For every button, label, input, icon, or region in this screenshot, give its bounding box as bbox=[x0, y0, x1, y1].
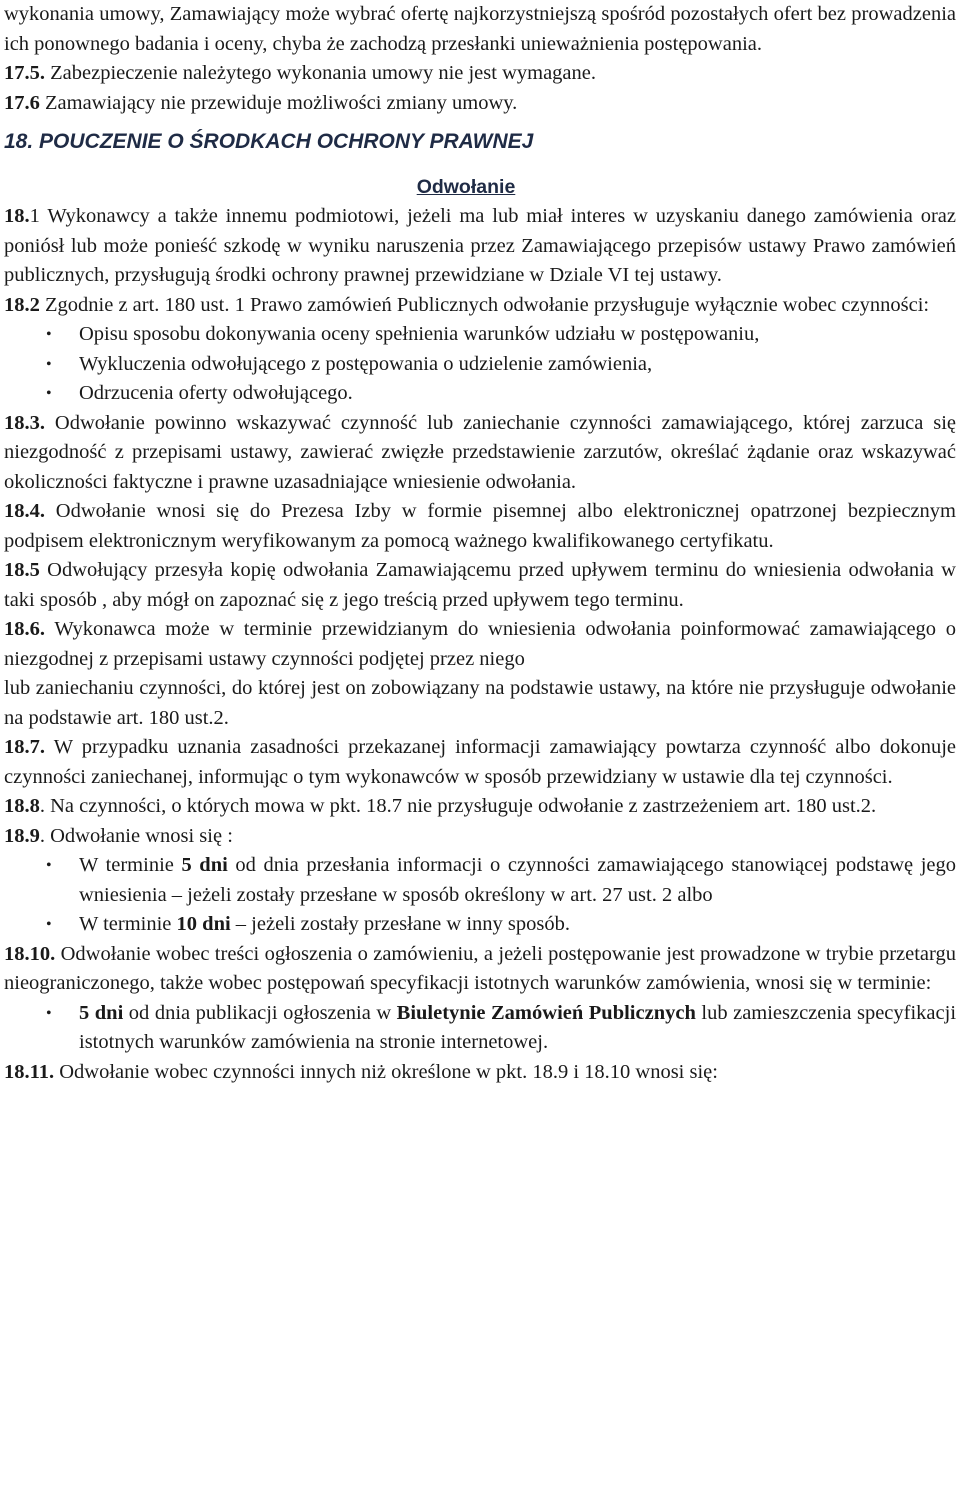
paragraph-text: Odwołanie powinno wskazywać czynność lub zaniechanie czynności zamawiającego, której zarzuca się niezgodność z przepisami ustawy, zawierać zwięzłe przedstawienie zarzutów, określać żądanie oraz wskazywać okoliczności faktyczne i prawne uzasadniające wniesienie odwołania. bbox=[4, 411, 956, 493]
list-item-text: – jeżeli zostały przesłane w inny sposób. bbox=[230, 913, 570, 935]
section-number: 18.2 bbox=[4, 293, 40, 316]
section-number: 18. bbox=[4, 205, 30, 227]
bullet-icon: • bbox=[46, 857, 52, 874]
list-item bbox=[46, 999, 957, 1058]
list-item-text: od dnia przesłania informacji o czynności zamawiającego stanowiącej podstawę jego wniesienia – jeżeli zostały przesłane w sposób określony w art. 27 ust. 2 albo bbox=[79, 854, 956, 906]
deadline-highlight: 5 dni bbox=[79, 1001, 124, 1024]
paragraph-18-5 bbox=[4, 556, 956, 615]
list-18-10 bbox=[4, 999, 956, 1058]
section-number: 18.11. bbox=[4, 1060, 55, 1083]
bullet-icon: • bbox=[46, 1004, 52, 1022]
bullet-icon: • bbox=[46, 385, 52, 402]
list-item bbox=[46, 851, 956, 910]
list-item-text: od dnia publikacji ogłoszenia w bbox=[123, 1001, 397, 1024]
paragraph-18-9 bbox=[4, 822, 956, 852]
paragraph-18-7 bbox=[4, 733, 956, 792]
paragraph-text: Wykonawca może w terminie przewidzianym do wniesienia odwołania poinformować zamawiającego o niezgodnej z przepisami ustawy czynności podjętej przez niego bbox=[4, 618, 956, 670]
paragraph-text: . Odwołanie wnosi się : bbox=[39, 824, 233, 847]
section-number: 18.5 bbox=[4, 559, 40, 581]
paragraph-18-6 bbox=[4, 615, 956, 674]
paragraph-text: Odwołanie wobec treści ogłoszenia o zamówieniu, a jeżeli postępowanie jest prowadzone w trybie przetargu nieograniczonego, także wobec postępowań specyfikacji istotnych warunków zamówienia, wnosi się w terminie: bbox=[4, 942, 956, 994]
section-heading: 18. POUCZENIE O ŚRODKACH OCHRONY PRAWNEJ bbox=[4, 130, 534, 153]
paragraph-18-4 bbox=[4, 497, 956, 556]
paragraph-text: lub zaniechaniu czynności, do której jest on zobowiązany na podstawie ustawy, na które nie przysługuje odwołanie na podstawie art. 180 ust.2. bbox=[4, 677, 956, 729]
list-item bbox=[46, 350, 956, 380]
publication-name: Biuletynie Zamówień Publicznych bbox=[396, 1001, 696, 1024]
list-item-text: Opisu sposobu dokonywania oceny spełnienia warunków udziału w postępowaniu, bbox=[79, 323, 760, 345]
list-item bbox=[46, 320, 956, 350]
paragraph-text: Odwołujący przesyła kopię odwołania Zamawiającemu przed upływem terminu do wniesienia odwołania w taki sposób , aby mógł on zapoznać się z jego treścią przed upływem tego terminu. bbox=[4, 559, 956, 611]
paragraph-text: Odwołanie wobec czynności innych niż określone w pkt. 18.9 i 18.10 wnosi się: bbox=[54, 1060, 718, 1083]
paragraph-17-4-continued bbox=[4, 0, 956, 59]
section-number: 18.6. bbox=[4, 618, 45, 640]
paragraph-text: 1 Wykonawcy a także innemu podmiotowi, jeżeli ma lub miał interes w uzyskaniu danego zamówienia oraz poniósł lub może ponieść szkodę w wyniku naruszenia przez Zamawiającego przepisów ustawy Prawo zamówień publicznych, przysługują środki ochrony prawnej przewidziane w Dziale VI tej ustawy. bbox=[4, 205, 956, 286]
paragraph-text: wykonania umowy, Zamawiający może wybrać ofertę najkorzystniejszą spośród pozostałych ofert bez prowadzenia ich ponownego badania i oceny, chyba że zachodzą przesłanki unieważnienia postępowania. bbox=[4, 3, 956, 55]
list-18-2 bbox=[4, 320, 956, 409]
list-item bbox=[46, 910, 956, 940]
section-number: 18.4. bbox=[4, 500, 45, 522]
paragraph-18-3 bbox=[4, 409, 956, 498]
section-number: 18.9 bbox=[4, 824, 40, 847]
section-number: 18.3. bbox=[4, 411, 45, 434]
paragraph-text: W przypadku uznania zasadności przekazanej informacji zamawiający powtarza czynność albo dokonuje czynności zaniechanej, informując o tym wykonawców w sposób przewidziany w ustawie dla tej czynności. bbox=[4, 736, 956, 788]
paragraph-17-5 bbox=[4, 59, 956, 89]
paragraph-17-6 bbox=[4, 89, 956, 119]
section-number: 18.8 bbox=[4, 795, 40, 817]
section-number: 18.7. bbox=[4, 736, 45, 758]
paragraph-18-1 bbox=[4, 202, 956, 291]
subsection-heading: Odwołanie bbox=[416, 175, 516, 198]
paragraph-18-8 bbox=[4, 792, 956, 822]
section-number: 17.6 bbox=[4, 91, 40, 114]
list-item-text: W terminie bbox=[79, 854, 182, 876]
list-item bbox=[46, 379, 956, 409]
paragraph-text: Zamawiający nie przewiduje możliwości zmiany umowy. bbox=[39, 91, 518, 114]
paragraph-text: Odwołanie wnosi się do Prezesa Izby w formie pisemnej albo elektronicznej opatrzonej bezpiecznym podpisem elektronicznym weryfikowanym za pomocą ważnego kwalifikowanego certyfikatu. bbox=[4, 500, 956, 552]
bullet-icon: • bbox=[46, 355, 52, 373]
list-item-text: W terminie bbox=[79, 913, 177, 935]
paragraph-text: Zabezpieczenie należytego wykonania umowy nie jest wymagane. bbox=[45, 62, 596, 84]
paragraph-text: Zgodnie z art. 180 ust. 1 Prawo zamówień Publicznych odwołanie przysługuje wyłącznie wobec czynności: bbox=[39, 293, 930, 316]
list-item-text: Wykluczenia odwołującego z postępowania o udzielenie zamówienia, bbox=[79, 352, 653, 375]
bullet-icon: • bbox=[46, 326, 52, 343]
list-item-text: lub zamieszczenia specyfikacji istotnych warunków zamówienia na stronie internetowej. bbox=[79, 1001, 957, 1053]
paragraph-18-10 bbox=[4, 940, 956, 999]
bullet-icon: • bbox=[46, 916, 52, 933]
paragraph-18-11 bbox=[4, 1058, 956, 1088]
paragraph-text: . Na czynności, o których mowa w pkt. 18.7 nie przysługuje odwołanie z zastrzeżeniem art. 180 ust.2. bbox=[39, 795, 877, 817]
list-18-9 bbox=[4, 851, 956, 940]
list-item-text: Odrzucenia oferty odwołującego. bbox=[79, 382, 353, 404]
paragraph-18-2 bbox=[4, 291, 956, 321]
deadline-highlight: 5 dni bbox=[181, 854, 228, 876]
section-number: 18.10. bbox=[4, 942, 56, 965]
paragraph-18-6-continued bbox=[4, 674, 956, 733]
deadline-highlight: 10 dni bbox=[176, 913, 231, 935]
section-number: 17.5. bbox=[4, 62, 45, 84]
